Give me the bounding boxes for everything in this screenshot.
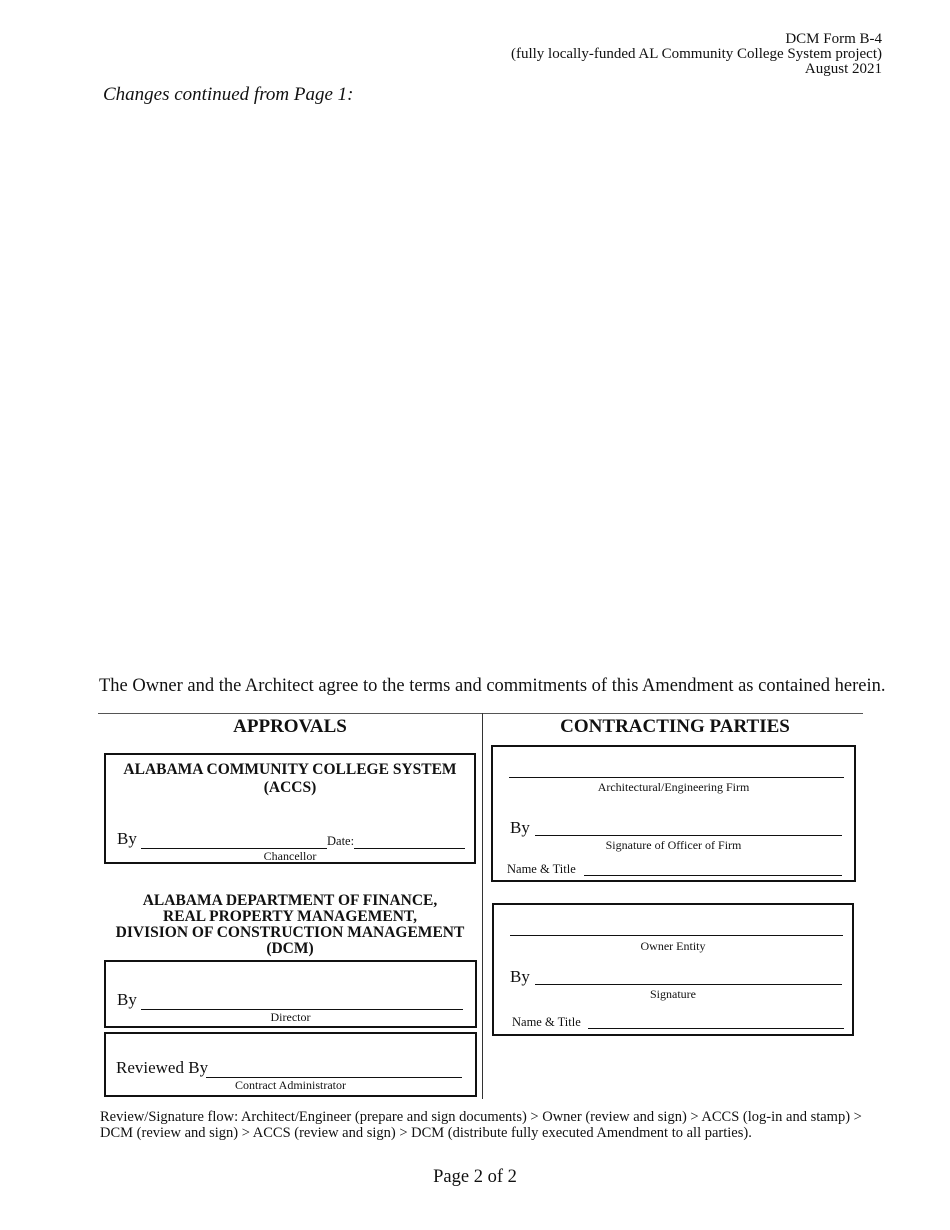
signature-flow-note: Review/Signature flow: Architect/Engineer (prepare and sign documents) > Owner (review and sign) > ACCS (log-in and stamp) > DCM (review and sign) > ACCS (review and sign) > DCM (distribute fully executed Amendment to all parties). — [100, 1109, 862, 1141]
owner-signature-caption: Signature — [650, 987, 696, 1001]
column-divider — [482, 713, 483, 1099]
dcm-director-caption: Director — [270, 1010, 311, 1024]
firm-name-title-label: Name & Title — [507, 862, 576, 876]
firm-name-title-line[interactable] — [584, 875, 842, 876]
page-number: Page 2 of 2 — [433, 1167, 517, 1187]
dcm-by-label: By — [117, 990, 137, 1009]
accs-by-label: By — [117, 829, 137, 848]
owner-name-title-label: Name & Title — [512, 1015, 581, 1029]
section-divider — [98, 713, 863, 714]
dcm-approval-box — [104, 960, 477, 1028]
accs-approval-box — [104, 753, 476, 864]
reviewed-by-label: Reviewed By — [116, 1058, 209, 1077]
owner-name-title-line[interactable] — [588, 1028, 844, 1029]
owner-box — [492, 903, 854, 1036]
contract-administrator-caption: Contract Administrator — [235, 1078, 346, 1092]
firm-caption: Architectural/Engineering Firm — [597, 780, 750, 794]
firm-box — [491, 745, 856, 882]
form-header — [511, 32, 882, 77]
firm-signature-line[interactable] — [535, 835, 842, 836]
accs-chancellor-caption: Chancellor — [263, 849, 317, 863]
form-id: DCM Form B-4 — [785, 31, 882, 47]
changes-continued-label: Changes continued from Page 1: — [103, 84, 354, 105]
owner-signature-line[interactable] — [535, 984, 842, 985]
owner-by-label: By — [510, 967, 530, 986]
accs-date-label: Date: — [327, 834, 355, 848]
form-scope: (fully locally-funded AL Community College System project) — [510, 46, 882, 62]
dcm-title: ALABAMA DEPARTMENT OF FINANCE, REAL PROPERTY MANAGEMENT, DIVISION OF CONSTRUCTION MANAGEMENT (DCM) — [115, 892, 465, 957]
agreement-statement: The Owner and the Architect agree to the terms and commitments of this Amendment as contained herein. — [99, 676, 886, 696]
form-date: August 2021 — [804, 61, 882, 77]
review-box — [104, 1032, 477, 1097]
firm-signature-caption: Signature of Officer of Firm — [605, 838, 742, 852]
owner-entity-caption: Owner Entity — [640, 939, 706, 953]
contracting-parties-heading: CONTRACTING PARTIES — [560, 716, 790, 737]
firm-by-label: By — [510, 818, 530, 837]
firm-name-line[interactable] — [509, 777, 844, 778]
owner-entity-line[interactable] — [510, 935, 843, 936]
approvals-heading: APPROVALS — [233, 716, 347, 737]
accs-title: ALABAMA COMMUNITY COLLEGE SYSTEM (ACCS) — [123, 761, 457, 796]
